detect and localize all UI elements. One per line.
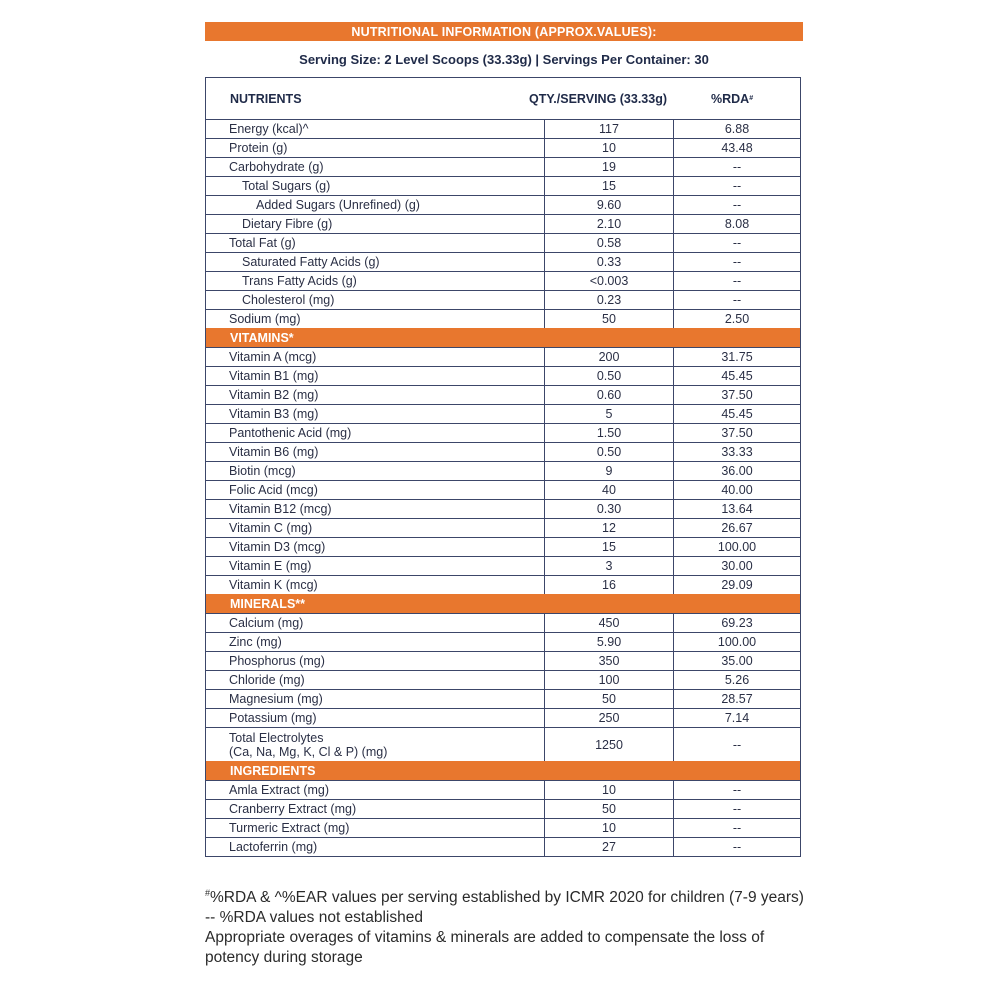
- nutrient-name-cell: Biotin (mcg): [206, 462, 545, 480]
- qty-cell: 0.33: [545, 253, 674, 271]
- nutrient-name-cell: Energy (kcal)^: [206, 120, 545, 138]
- qty-cell: 3: [545, 557, 674, 575]
- rda-cell: 40.00: [721, 483, 753, 497]
- qty-cell: 1250: [545, 728, 674, 761]
- qty-cell: 9.60: [545, 196, 674, 214]
- qty-cell: 1.50: [545, 424, 674, 442]
- nutrient-name-cell: [206, 728, 545, 761]
- rda-cell: --: [732, 255, 742, 269]
- table-row: [206, 423, 800, 442]
- footnote-not-established: -- %RDA values not established: [205, 909, 423, 927]
- nutrient-name-cell: Sodium (mg): [206, 310, 545, 328]
- qty-cell: 350: [545, 652, 674, 670]
- rda-cell: 100.00: [717, 540, 757, 554]
- nutrition-title: NUTRITIONAL INFORMATION (APPROX.VALUES):: [351, 24, 657, 39]
- table-row: [206, 708, 800, 727]
- qty-cell: <0.003: [545, 272, 674, 290]
- nutrient-name-cell: Added Sugars (Unrefined) (g): [206, 196, 545, 214]
- qty-cell: 10: [545, 139, 674, 157]
- nutrient-name-cell: Cholesterol (mg): [206, 291, 545, 309]
- qty-cell: 2.10: [545, 215, 674, 233]
- qty-cell: 5: [545, 405, 674, 423]
- rda-cell: 5.26: [724, 673, 750, 687]
- qty-cell: 27: [545, 838, 674, 856]
- nutrient-name-cell: Potassium (mg): [206, 709, 545, 727]
- rda-cell: 37.50: [721, 388, 753, 402]
- table-row: [206, 176, 800, 195]
- table-row: [206, 309, 800, 328]
- footnote-rda-text: %RDA & ^%EAR values per serving established by ICMR 2020 for children (7-9 years): [210, 889, 804, 907]
- qty-cell: 0.58: [545, 234, 674, 252]
- qty-cell: 16: [545, 576, 674, 594]
- table-row: [206, 799, 800, 818]
- table-row: [206, 404, 800, 423]
- rda-cell: --: [732, 840, 742, 854]
- table-row: [206, 499, 800, 518]
- column-header-rda-mark: #: [749, 95, 754, 102]
- table-row: [206, 632, 800, 651]
- rda-cell: 36.00: [721, 464, 753, 478]
- qty-cell: 50: [545, 310, 674, 328]
- rda-cell: --: [732, 236, 742, 250]
- table-row: [206, 157, 800, 176]
- qty-cell: 10: [545, 781, 674, 799]
- nutrient-name-cell: Vitamin K (mcg): [206, 576, 545, 594]
- nutrient-name-cell: Vitamin B3 (mg): [206, 405, 545, 423]
- nutrient-name-cell: Vitamin B6 (mg): [206, 443, 545, 461]
- table-row: [206, 290, 800, 309]
- nutrient-name-cell: Calcium (mg): [206, 614, 545, 632]
- nutrition-title-banner: [205, 22, 803, 41]
- footnotes: [205, 883, 805, 968]
- rda-cell: --: [732, 802, 742, 816]
- serving-info: Serving Size: 2 Level Scoops (33.33g) | Servings Per Container: 30: [299, 52, 709, 67]
- table-row: [206, 537, 800, 556]
- rda-cell: 13.64: [721, 502, 753, 516]
- table-row: [206, 214, 800, 233]
- footnote-mark: #: [205, 888, 211, 898]
- table-row: [206, 727, 800, 761]
- nutrient-name-cell: Lactoferrin (mg): [206, 838, 545, 856]
- rda-cell: 33.33: [721, 445, 753, 459]
- table-row: [206, 233, 800, 252]
- nutrient-name-cell: Dietary Fibre (g): [206, 215, 545, 233]
- qty-cell: 10: [545, 819, 674, 837]
- qty-cell: 5.90: [545, 633, 674, 651]
- qty-cell: 15: [545, 177, 674, 195]
- table-row: [206, 252, 800, 271]
- footnote-overages: Appropriate overages of vitamins & minerals are added to compensate the loss of potency during storage: [205, 929, 765, 967]
- rda-cell: 6.88: [724, 122, 750, 136]
- column-header-nutrients: NUTRIENTS: [230, 91, 302, 106]
- section-header-ingredients: INGREDIENTS: [206, 761, 800, 780]
- nutrient-name-cell: Vitamin E (mg): [206, 557, 545, 575]
- table-row: [206, 575, 800, 594]
- table-row: [206, 366, 800, 385]
- table-row: [206, 347, 800, 366]
- rda-cell: 37.50: [721, 426, 753, 440]
- nutrient-name-cell: Phosphorus (mg): [206, 652, 545, 670]
- table-row: [206, 271, 800, 290]
- rda-cell: --: [732, 160, 742, 174]
- nutrient-name: Total Electrolytes: [229, 730, 324, 745]
- qty-cell: 15: [545, 538, 674, 556]
- rda-cell: --: [732, 783, 742, 797]
- qty-cell: 50: [545, 800, 674, 818]
- qty-cell: 0.60: [545, 386, 674, 404]
- column-header-rda: [711, 78, 753, 119]
- rda-cell: 69.23: [721, 616, 753, 630]
- nutrient-name-cell: Saturated Fatty Acids (g): [206, 253, 545, 271]
- table-row: [206, 442, 800, 461]
- column-header-rda-label: %RDA: [711, 91, 750, 106]
- nutrient-name-cell: Vitamin B1 (mg): [206, 367, 545, 385]
- rda-cell: --: [732, 737, 742, 752]
- table-row: [206, 556, 800, 575]
- table-row: [206, 613, 800, 632]
- nutrient-name-cell: Magnesium (mg): [206, 690, 545, 708]
- rda-cell: --: [732, 821, 742, 835]
- nutrient-name-cell: Amla Extract (mg): [206, 781, 545, 799]
- nutrient-name-cell: Vitamin C (mg): [206, 519, 545, 537]
- nutrient-name-cell: Chloride (mg): [206, 671, 545, 689]
- qty-cell: 0.50: [545, 443, 674, 461]
- rda-cell: 30.00: [721, 559, 753, 573]
- table-row: [206, 480, 800, 499]
- section-header-minerals: MINERALS**: [206, 594, 800, 613]
- nutrient-name-cell: Total Fat (g): [206, 234, 545, 252]
- table-row: [206, 195, 800, 214]
- rda-cell: 2.50: [724, 312, 750, 326]
- rda-cell: 35.00: [721, 654, 753, 668]
- nutrient-name-cell: Cranberry Extract (mg): [206, 800, 545, 818]
- nutrient-name-cell: Pantothenic Acid (mg): [206, 424, 545, 442]
- qty-cell: 40: [545, 481, 674, 499]
- nutrient-name-detail: (Ca, Na, Mg, K, Cl & P) (mg): [229, 744, 388, 759]
- table-row: [206, 818, 800, 837]
- nutrient-name-cell: Total Sugars (g): [206, 177, 545, 195]
- nutrient-name-cell: Vitamin B12 (mcg): [206, 500, 545, 518]
- nutrient-name-cell: Protein (g): [206, 139, 545, 157]
- nutrient-name-cell: Vitamin A (mcg): [206, 348, 545, 366]
- nutrient-name-cell: Vitamin D3 (mcg): [206, 538, 545, 556]
- qty-cell: 12: [545, 519, 674, 537]
- qty-cell: 0.23: [545, 291, 674, 309]
- rda-cell: 31.75: [721, 350, 753, 364]
- nutrient-name-cell: Folic Acid (mcg): [206, 481, 545, 499]
- rda-cell: 45.45: [721, 407, 753, 421]
- qty-cell: 100: [545, 671, 674, 689]
- table-row: [206, 837, 800, 856]
- rda-cell: 8.08: [724, 217, 750, 231]
- rda-cell: 26.67: [721, 521, 753, 535]
- nutrient-name-cell: Trans Fatty Acids (g): [206, 272, 545, 290]
- rda-cell: --: [732, 198, 742, 212]
- qty-cell: 117: [545, 120, 674, 138]
- rda-cell: --: [732, 293, 742, 307]
- table-row: [206, 119, 800, 138]
- qty-cell: 250: [545, 709, 674, 727]
- qty-cell: 19: [545, 158, 674, 176]
- table-row: [206, 780, 800, 799]
- table-row: [206, 689, 800, 708]
- section-header-vitamins: VITAMINS*: [206, 328, 800, 347]
- table-row: [206, 385, 800, 404]
- column-header-qty: QTY./SERVING (33.33g): [529, 91, 668, 106]
- table-row: [206, 461, 800, 480]
- rda-cell: 29.09: [721, 578, 753, 592]
- qty-cell: 0.30: [545, 500, 674, 518]
- table-body: [206, 119, 800, 856]
- table-row: [206, 518, 800, 537]
- qty-cell: 9: [545, 462, 674, 480]
- table-row: [206, 651, 800, 670]
- rda-cell: --: [732, 274, 742, 288]
- rda-cell: 28.57: [721, 692, 753, 706]
- table-row: [206, 670, 800, 689]
- rda-cell: 7.14: [724, 711, 750, 725]
- qty-cell: 450: [545, 614, 674, 632]
- nutrient-name-cell: Zinc (mg): [206, 633, 545, 651]
- nutrition-table: [205, 77, 801, 857]
- rda-cell: 100.00: [717, 635, 757, 649]
- nutrient-name-cell: Vitamin B2 (mg): [206, 386, 545, 404]
- rda-cell: 45.45: [721, 369, 753, 383]
- rda-cell: 43.48: [721, 141, 753, 155]
- qty-cell: 0.50: [545, 367, 674, 385]
- rda-cell: --: [732, 179, 742, 193]
- nutrient-name-cell: Carbohydrate (g): [206, 158, 545, 176]
- table-row: [206, 138, 800, 157]
- qty-cell: 50: [545, 690, 674, 708]
- qty-cell: 200: [545, 348, 674, 366]
- footnote-rda: [205, 883, 805, 908]
- nutrient-name-cell: Turmeric Extract (mg): [206, 819, 545, 837]
